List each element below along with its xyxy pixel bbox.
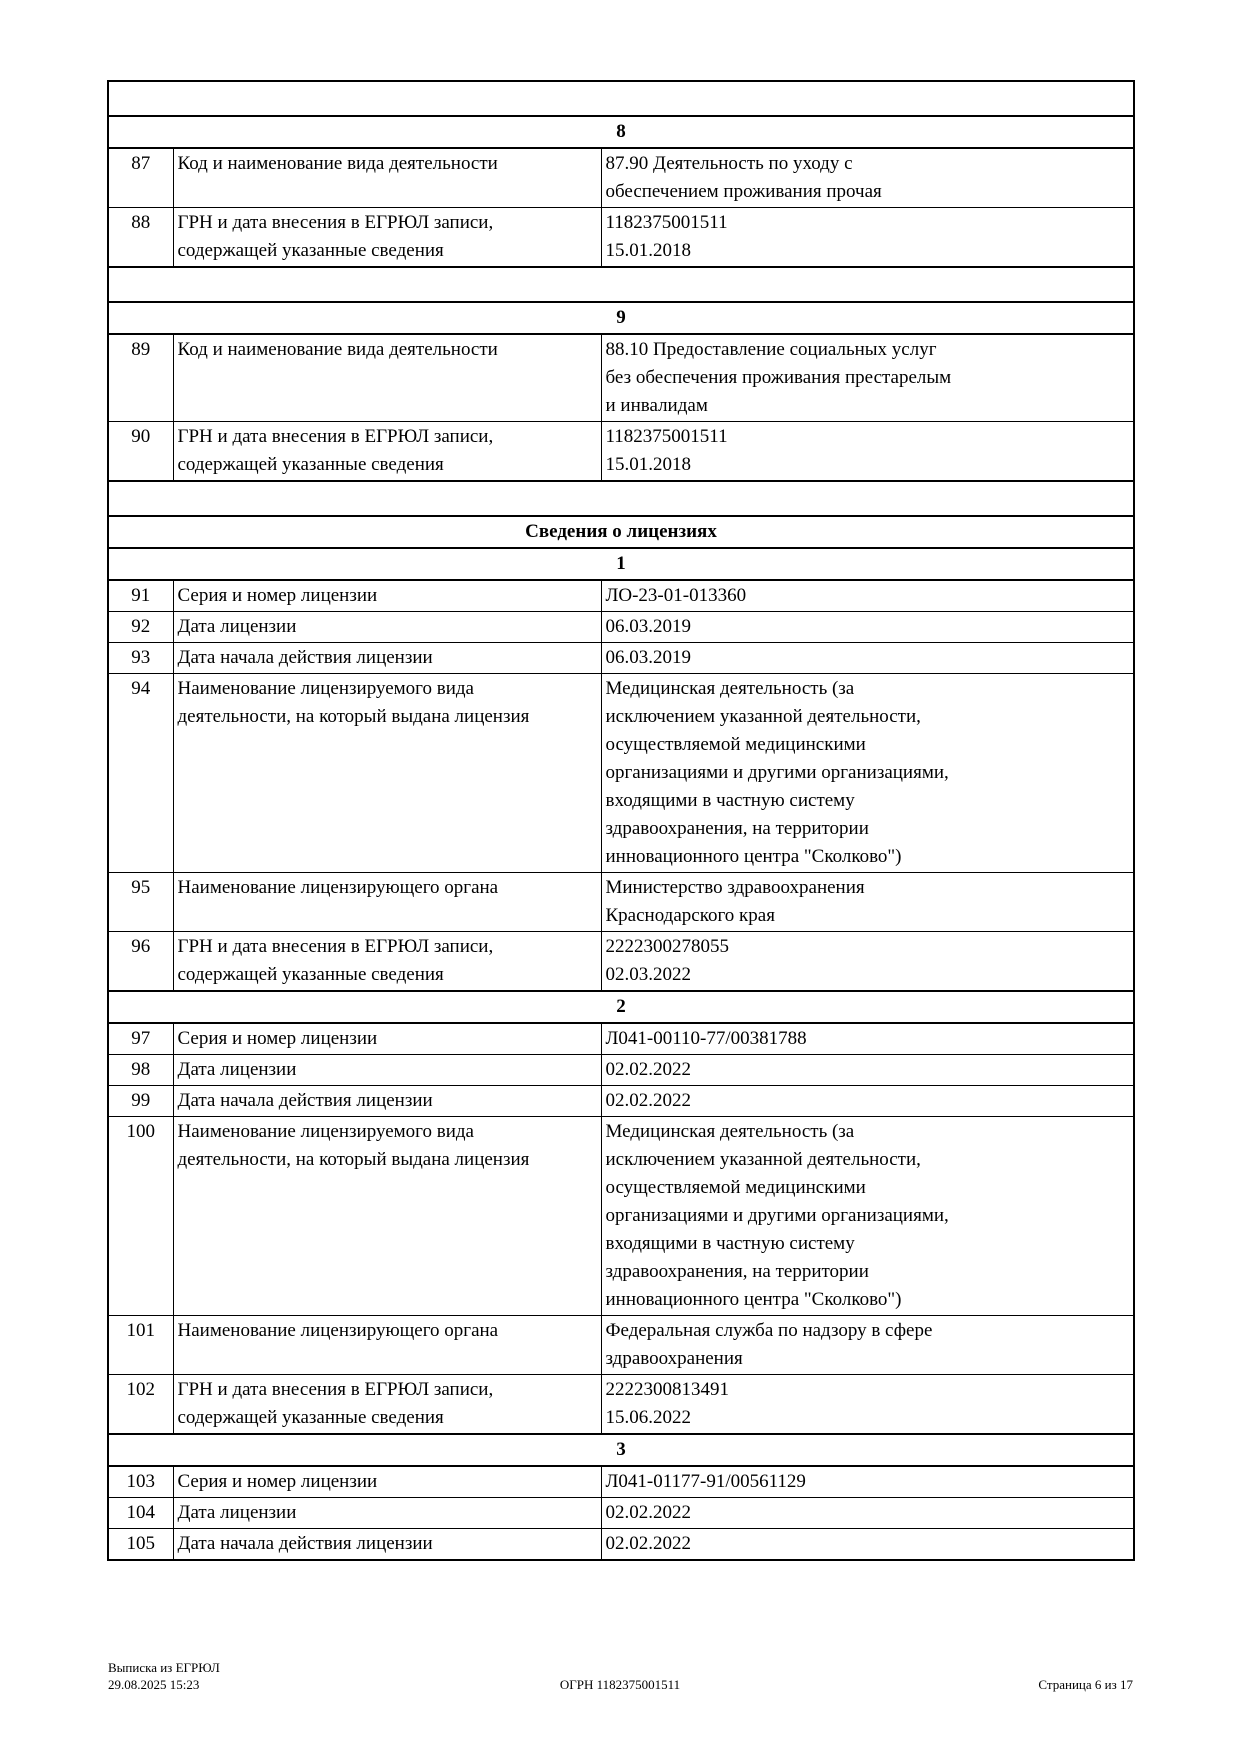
value-line: организациями и другими организациями, — [605, 1205, 949, 1226]
footer-datetime: 29.08.2025 15:23 — [108, 1677, 200, 1692]
table-spacer-row — [108, 81, 1134, 116]
value-line: 15.01.2018 — [605, 240, 691, 261]
label-line: Наименование лицензируемого вида — [177, 678, 474, 699]
value-line: 87.90 Деятельность по уходу с — [605, 153, 853, 174]
table-row — [108, 873, 1134, 932]
value-line: Краснодарского края — [605, 905, 775, 926]
table-row — [108, 1117, 1134, 1316]
value-line: исключением указанной деятельности, — [605, 1149, 921, 1170]
row-number: 103 — [108, 1466, 173, 1498]
row-label-cell — [173, 334, 601, 422]
row-number: 91 — [108, 580, 173, 612]
row-number: 102 — [108, 1375, 173, 1435]
row-value-cell — [601, 1498, 1134, 1529]
value-line: 02.02.2022 — [605, 1533, 691, 1554]
table-row — [108, 612, 1134, 643]
section-header-cell: 3 — [108, 1434, 1134, 1466]
label-line: Серия и номер лицензии — [177, 1471, 378, 1492]
label-line: Серия и номер лицензии — [177, 585, 378, 606]
row-label-cell — [173, 422, 601, 482]
label-line: Дата лицензии — [177, 616, 297, 637]
footer-page-indicator: Страница 6 из 17 — [1038, 1677, 1133, 1692]
table-row — [108, 580, 1134, 612]
row-number: 95 — [108, 873, 173, 932]
table-row — [108, 674, 1134, 873]
label-line: содержащей указанные сведения — [177, 1407, 444, 1428]
row-label-cell — [173, 873, 601, 932]
section-header-cell: 8 — [108, 116, 1134, 148]
row-number: 92 — [108, 612, 173, 643]
label-line: Дата начала действия лицензии — [177, 1533, 433, 1554]
footer-ogrn: ОГРН 1182375001511 — [559, 1677, 681, 1692]
table-spacer-row — [108, 481, 1134, 516]
row-label-cell — [173, 1086, 601, 1117]
row-value-cell — [601, 1117, 1134, 1316]
row-value-cell — [601, 334, 1134, 422]
row-value-cell — [601, 873, 1134, 932]
value-line: входящими в частную систему — [605, 790, 855, 811]
table-row — [108, 422, 1134, 482]
value-line: 02.02.2022 — [605, 1059, 691, 1080]
row-number: 98 — [108, 1055, 173, 1086]
table-section-number-row — [108, 548, 1134, 580]
table-row — [108, 1316, 1134, 1375]
value-line: 02.03.2022 — [605, 964, 691, 985]
value-line: 06.03.2019 — [605, 616, 691, 637]
value-line: 06.03.2019 — [605, 647, 691, 668]
table-section-number-row — [108, 302, 1134, 334]
row-number: 101 — [108, 1316, 173, 1375]
row-label-cell — [173, 1498, 601, 1529]
row-label-cell — [173, 580, 601, 612]
row-number: 89 — [108, 334, 173, 422]
value-line: без обеспечения проживания престарелым — [605, 367, 952, 388]
value-line: 02.02.2022 — [605, 1502, 691, 1523]
table-spacer-row — [108, 267, 1134, 302]
value-line: организациями и другими организациями, — [605, 762, 949, 783]
table-row — [108, 643, 1134, 674]
egrul-table-body — [108, 81, 1134, 1560]
row-value-cell — [601, 1023, 1134, 1055]
row-number: 93 — [108, 643, 173, 674]
value-line: Л041-00110-77/00381788 — [605, 1028, 807, 1049]
table-row — [108, 1055, 1134, 1086]
section-header-cell: 2 — [108, 991, 1134, 1023]
value-line: здравоохранения, на территории — [605, 1261, 869, 1282]
label-line: деятельности, на который выдана лицензия — [177, 706, 530, 727]
value-line: 2222300813491 — [605, 1379, 729, 1400]
row-value-cell — [601, 1086, 1134, 1117]
value-line: осуществляемой медицинскими — [605, 734, 866, 755]
section-header-cell: Сведения о лицензиях — [108, 516, 1134, 548]
row-number: 99 — [108, 1086, 173, 1117]
row-number: 105 — [108, 1529, 173, 1561]
label-line: ГРН и дата внесения в ЕГРЮЛ записи, — [177, 212, 494, 233]
row-value-cell — [601, 932, 1134, 992]
row-number: 94 — [108, 674, 173, 873]
value-line: 15.01.2018 — [605, 454, 691, 475]
section-header-cell: 1 — [108, 548, 1134, 580]
value-line: здравоохранения, на территории — [605, 818, 869, 839]
value-line: 1182375001511 — [605, 212, 728, 233]
label-line: Наименование лицензирующего органа — [177, 1320, 499, 1341]
label-line: Дата лицензии — [177, 1502, 297, 1523]
row-label-cell — [173, 1466, 601, 1498]
value-line: 2222300278055 — [605, 936, 729, 957]
value-line: Медицинская деятельность (за — [605, 1121, 855, 1142]
value-line: инновационного центра "Сколково") — [605, 1289, 902, 1310]
footer-doc-type: Выписка из ЕГРЮЛ — [108, 1660, 220, 1675]
row-number: 90 — [108, 422, 173, 482]
row-value-cell — [601, 1055, 1134, 1086]
value-line: 15.06.2022 — [605, 1407, 691, 1428]
row-value-cell — [601, 208, 1134, 268]
value-line: 1182375001511 — [605, 426, 728, 447]
label-line: содержащей указанные сведения — [177, 240, 444, 261]
value-line: Медицинская деятельность (за — [605, 678, 855, 699]
value-line: инновационного центра "Сколково") — [605, 846, 902, 867]
label-line: Дата лицензии — [177, 1059, 297, 1080]
table-row — [108, 334, 1134, 422]
row-number: 88 — [108, 208, 173, 268]
spacer-cell — [108, 481, 1134, 516]
label-line: Код и наименование вида деятельности — [177, 153, 498, 174]
table-row — [108, 932, 1134, 992]
label-line: Дата начала действия лицензии — [177, 1090, 433, 1111]
row-value-cell — [601, 580, 1134, 612]
row-number: 100 — [108, 1117, 173, 1316]
table-row — [108, 1023, 1134, 1055]
section-header-cell: 9 — [108, 302, 1134, 334]
row-label-cell — [173, 932, 601, 992]
row-number: 104 — [108, 1498, 173, 1529]
value-line: 88.10 Предоставление социальных услуг — [605, 339, 937, 360]
value-line: Федеральная служба по надзору в сфере — [605, 1320, 933, 1341]
table-row — [108, 208, 1134, 268]
row-label-cell — [173, 1316, 601, 1375]
label-line: Серия и номер лицензии — [177, 1028, 378, 1049]
table-section-number-row — [108, 991, 1134, 1023]
row-label-cell — [173, 1117, 601, 1316]
label-line: содержащей указанные сведения — [177, 454, 444, 475]
row-label-cell — [173, 1529, 601, 1561]
table-row — [108, 148, 1134, 208]
row-label-cell — [173, 208, 601, 268]
value-line: ЛО-23-01-013360 — [605, 585, 747, 606]
row-value-cell — [601, 422, 1134, 482]
table-row — [108, 1466, 1134, 1498]
row-number: 97 — [108, 1023, 173, 1055]
label-line: ГРН и дата внесения в ЕГРЮЛ записи, — [177, 1379, 494, 1400]
value-line: Министерство здравоохранения — [605, 877, 865, 898]
label-line: Дата начала действия лицензии — [177, 647, 433, 668]
spacer-cell — [108, 267, 1134, 302]
table-row — [108, 1498, 1134, 1529]
row-value-cell — [601, 612, 1134, 643]
egrul-table — [107, 80, 1135, 1561]
table-row — [108, 1086, 1134, 1117]
table-row — [108, 1529, 1134, 1561]
row-value-cell — [601, 1316, 1134, 1375]
row-value-cell — [601, 1529, 1134, 1561]
label-line: деятельности, на который выдана лицензия — [177, 1149, 530, 1170]
value-line: исключением указанной деятельности, — [605, 706, 921, 727]
table-section-title-row — [108, 516, 1134, 548]
label-line: ГРН и дата внесения в ЕГРЮЛ записи, — [177, 936, 494, 957]
value-line: здравоохранения — [605, 1348, 743, 1369]
table-section-number-row — [108, 1434, 1134, 1466]
label-line: Наименование лицензируемого вида — [177, 1121, 474, 1142]
value-line: осуществляемой медицинскими — [605, 1177, 866, 1198]
label-line: Наименование лицензирующего органа — [177, 877, 499, 898]
row-value-cell — [601, 1375, 1134, 1435]
spacer-cell — [108, 81, 1134, 116]
row-value-cell — [601, 148, 1134, 208]
row-label-cell — [173, 612, 601, 643]
label-line: содержащей указанные сведения — [177, 964, 444, 985]
row-number: 87 — [108, 148, 173, 208]
row-label-cell — [173, 148, 601, 208]
value-line: и инвалидам — [605, 395, 708, 416]
row-label-cell — [173, 674, 601, 873]
row-number: 96 — [108, 932, 173, 992]
row-value-cell — [601, 1466, 1134, 1498]
row-label-cell — [173, 1375, 601, 1435]
row-value-cell — [601, 674, 1134, 873]
value-line: 02.02.2022 — [605, 1090, 691, 1111]
row-label-cell — [173, 1055, 601, 1086]
value-line: входящими в частную систему — [605, 1233, 855, 1254]
row-label-cell — [173, 643, 601, 674]
row-value-cell — [601, 643, 1134, 674]
table-section-number-row — [108, 116, 1134, 148]
table-row — [108, 1375, 1134, 1435]
value-line: обеспечением проживания прочая — [605, 181, 882, 202]
label-line: ГРН и дата внесения в ЕГРЮЛ записи, — [177, 426, 494, 447]
value-line: Л041-01177-91/00561129 — [605, 1471, 806, 1492]
label-line: Код и наименование вида деятельности — [177, 339, 498, 360]
row-label-cell — [173, 1023, 601, 1055]
